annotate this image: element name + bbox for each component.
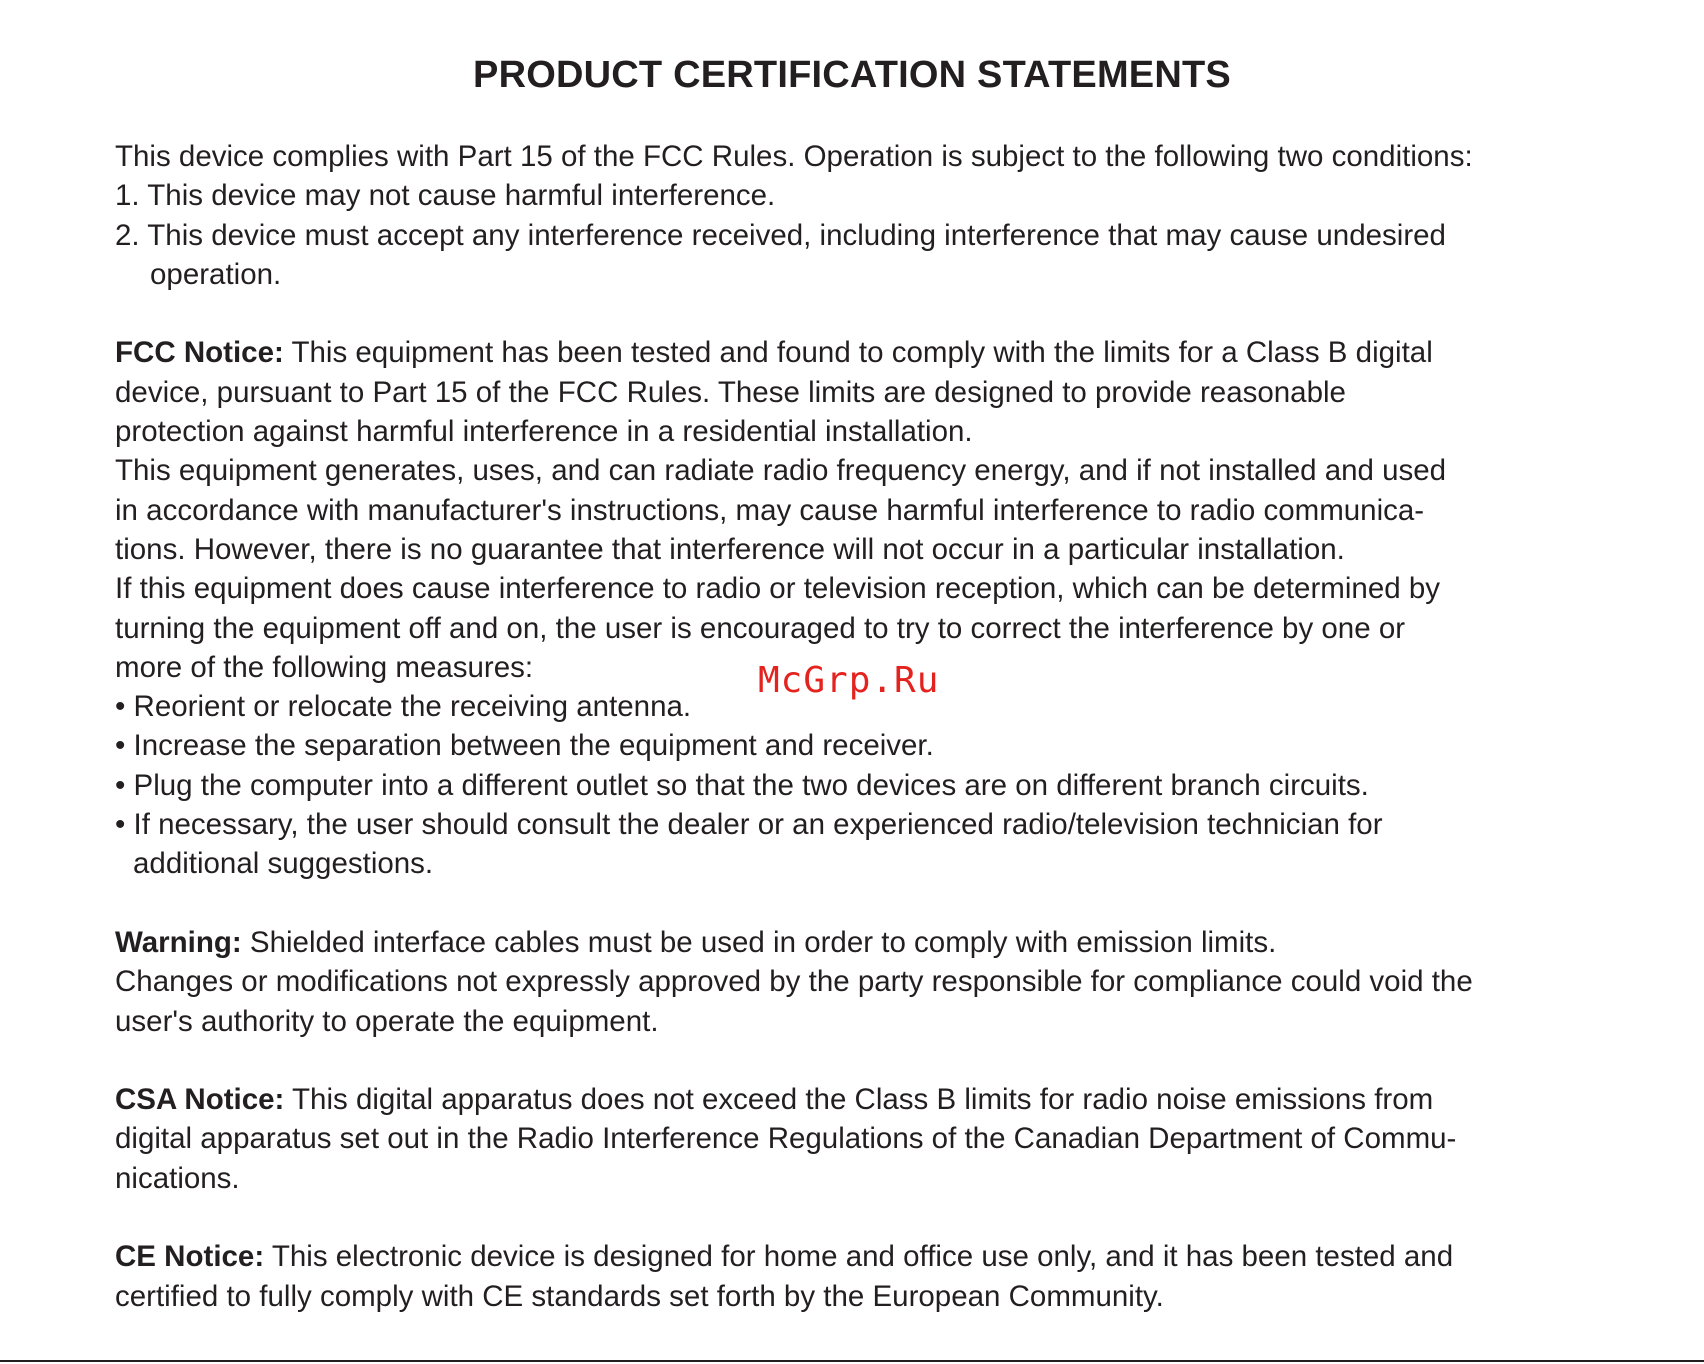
- ce-notice-line: certified to fully comply with CE standards set forth by the European Community.: [115, 1279, 1164, 1313]
- paragraph-spacer: [115, 1198, 1615, 1237]
- fcc-notice-line: protection against harmful interference in a residential installation.: [115, 415, 973, 449]
- condition-2-continuation: operation.: [150, 257, 282, 291]
- csa-notice-label: CSA Notice:: [115, 1083, 285, 1117]
- fcc-notice-line: device, pursuant to Part 15 of the FCC Rules. These limits are designed to provide reasonable: [115, 375, 1346, 409]
- fcc-notice-line: turning the equipment off and on, the user is encouraged to try to correct the interference by one or: [115, 611, 1406, 645]
- paragraph-spacer: [115, 294, 1615, 333]
- warning-label: Warning:: [115, 925, 242, 959]
- fcc-notice-line: in accordance with manufacturer's instructions, may cause harmful interference to radio communica-: [115, 493, 1425, 527]
- fcc-notice-line: more of the following measures:: [115, 650, 534, 684]
- warning-line: [115, 923, 1615, 962]
- warning-section: [115, 923, 1615, 1041]
- fcc-notice-section: [115, 333, 1615, 883]
- condition-1: 1. This device may not cause harmful interference.: [115, 179, 776, 213]
- fcc-rules-section: [115, 137, 1615, 294]
- paragraph-spacer: [115, 1041, 1615, 1080]
- ce-notice-label: CE Notice:: [115, 1240, 265, 1274]
- condition-2: 2. This device must accept any interference received, including interference that may cause undesired: [115, 218, 1446, 252]
- warning-line: Changes or modifications not expressly approved by the party responsible for compliance could void the: [115, 965, 1473, 999]
- measure-bullet: • Reorient or relocate the receiving antenna.: [115, 690, 692, 724]
- measure-bullet-continuation: additional suggestions.: [133, 847, 434, 881]
- csa-notice-text: This digital apparatus does not exceed the Class B limits for radio noise emissions from: [284, 1083, 1434, 1117]
- csa-notice-line: [115, 1080, 1615, 1119]
- warning-line: user's authority to operate the equipment.: [115, 1004, 659, 1038]
- paragraph-spacer: [115, 884, 1615, 923]
- measure-bullet: • Increase the separation between the equipment and receiver.: [115, 729, 934, 763]
- csa-notice-line: digital apparatus set out in the Radio Interference Regulations of the Canadian Department of Commu-: [115, 1122, 1457, 1156]
- document-body: [115, 137, 1615, 1316]
- fcc-rules-intro: This device complies with Part 15 of the FCC Rules. Operation is subject to the following two conditions:: [115, 140, 1473, 173]
- ce-notice-section: [115, 1237, 1615, 1316]
- fcc-notice-label: FCC Notice:: [115, 336, 284, 370]
- ce-notice-text: This electronic device is designed for home and office use only, and it has been tested and: [264, 1240, 1454, 1274]
- fcc-notice-line: [115, 333, 1615, 372]
- measure-bullet: • Plug the computer into a different outlet so that the two devices are on different branch circuits.: [115, 768, 1369, 802]
- ce-notice-line: [115, 1237, 1615, 1276]
- fcc-notice-text: This equipment has been tested and found to comply with the limits for a Class B digital: [283, 336, 1433, 370]
- csa-notice-line: nications.: [115, 1161, 240, 1195]
- csa-notice-section: [115, 1080, 1615, 1198]
- warning-text: Shielded interface cables must be used in order to comply with emission limits.: [241, 925, 1277, 959]
- measure-bullet: • If necessary, the user should consult the dealer or an experienced radio/television technician for: [115, 808, 1383, 842]
- page-title: PRODUCT CERTIFICATION STATEMENTS: [473, 54, 1231, 96]
- fcc-notice-line: If this equipment does cause interference to radio or television reception, which can be determined by: [115, 572, 1440, 606]
- bottom-rule: [0, 1360, 1704, 1362]
- fcc-notice-line: tions. However, there is no guarantee that interference will not occur in a particular installation.: [115, 532, 1345, 566]
- watermark: McGrp.Ru: [758, 660, 940, 701]
- fcc-notice-line: This equipment generates, uses, and can radiate radio frequency energy, and if not installed and used: [115, 454, 1447, 488]
